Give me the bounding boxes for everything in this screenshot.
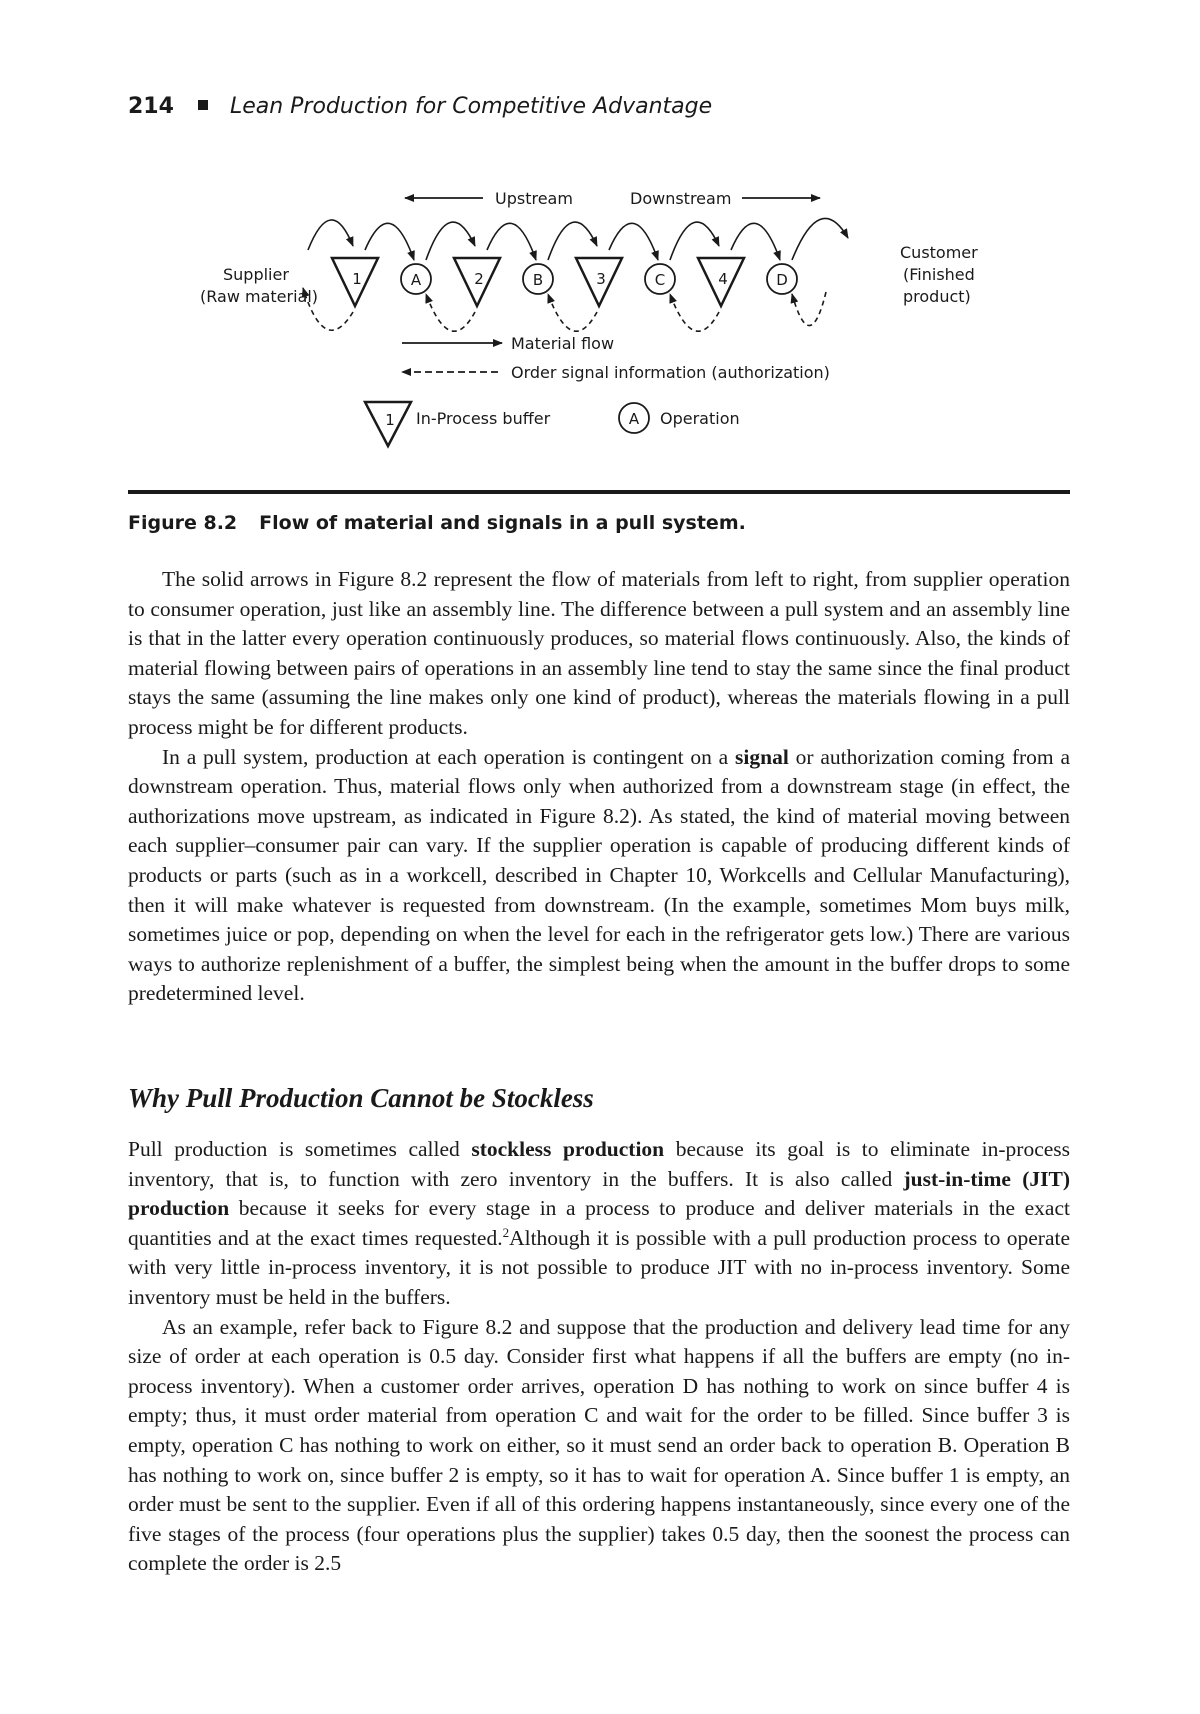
operation-b [523,264,553,294]
order-signal-arcs [303,288,826,331]
term-stockless-production: stockless production [471,1137,665,1161]
paragraph-3-text-c: because it seeks for every stage in a process to produce and deliver materials in the exact quantities and at the exact times requested. [128,1196,1070,1250]
book-title: Lean Production for Competitive Advantage [229,94,713,119]
paragraph-2 [128,743,1070,1009]
operation-d-label: D [776,271,788,289]
buffer-4-label: 4 [718,270,728,288]
legend-operation-symbol [619,403,649,433]
figure-caption-label: Figure 8.2 [128,512,238,534]
supplier-sublabel: (Raw material) [200,287,319,306]
buffer-3-label: 3 [596,270,606,288]
customer-sublabel-2: product) [903,287,971,306]
legend-operation-symbol-label: A [628,410,640,428]
buffer-3 [576,258,622,306]
paragraph-2-text-b: or authorization coming from a downstream operation. Thus, material flows only when authorized from a downstream stage (in effect, the authorizations move upstream, as indicated in Figure 8.2). As stated, the kind of material moving between each supplier–consumer pair can vary. If the supplier operation is capable of producing different kinds of products or parts (such as in a workcell, described in Chapter 10, Workcells and Cellular Manufacturing), then it will make whatever is requested from downstream. (In the example, sometimes Mom buys milk, sometimes juice or pop, depending on when the level for each in the refrigerator gets low.) There are various ways to authorize replenishment of a buffer, the simplest being when the amount in the buffer drops to some predetermined level. [128,744,1070,1006]
legend-operation-label: Operation [660,409,740,428]
operation-c-label: C [654,271,666,289]
paragraph-1: The solid arrows in Figure 8.2 represent the flow of materials from left to right, from supplier operation to consumer operation, just like an assembly line. The difference between a pull system and an assembly line is that in the latter every operation continuously produces, so material flows continuously. Also, the kinds of material flowing between pairs of operations in an assembly line tend to stay the same since the final product stays the same (assuming the line makes only one kind of product), whereas the materials flowing in a pull process might be for different products. [128,567,1070,739]
downstream-label: Downstream [630,189,732,208]
paragraph-3-text-d: Although it is possible with a pull production process to operate with very little in-process inventory, it is not possible to produce JIT with no in-process inventory. Some inventory must be held in the buffers. [128,1225,1070,1309]
paragraph-3 [128,1135,1070,1313]
page-number: 214 [128,94,174,119]
body-section-1 [128,565,1070,1009]
paragraph-4: As an example, refer back to Figure 8.2 and suppose that the production and delivery lead time for any size of order at each operation is 0.5 day. Consider first what happens if all the buffers are empty (no in-process inventory). When a customer order arrives, operation D has nothing to work on since buffer 4 is empty; thus, it must order material from operation C and wait for the order to be filled. Since buffer 3 is empty, operation C has nothing to work on either, so it must send an order back to operation B. Operation B has nothing to work on, since buffer 2 is empty, so it has to wait for operation A. Since buffer 1 is empty, an order must be sent to the supplier. Even if all of this ordering happens instantaneously, since every one of the five stages of the process (four operations plus the supplier) takes 0.5 day, then the soonest the process can complete the order is 2.5 [128,1314,1070,1576]
running-header [128,92,712,122]
buffer-4 [698,258,744,306]
buffer-2-label: 2 [474,270,484,288]
figure-caption-text: Flow of material and signals in a pull system. [259,512,746,534]
legend-buffer-symbol-label: 1 [385,411,395,429]
operation-b-label: B [532,271,544,289]
figure-rule [128,490,1070,494]
customer-label: Customer [900,243,978,262]
term-signal: signal [735,744,789,769]
buffer-1-label: 1 [352,270,362,288]
term-jit-production: just-in-time (JIT) production [128,1166,1070,1221]
legend-buffer-label: In-Process buffer [416,409,551,428]
operation-c [645,264,675,294]
customer-sublabel-1: (Finished [903,265,975,284]
body-section-2 [128,1135,1070,1579]
legend-signal-label: Order signal information (authorization) [511,363,830,382]
operation-a-label: A [410,271,422,289]
buffer-2 [454,258,500,306]
legend-material-label: Material flow [511,334,615,353]
pull-system-figure [120,180,1080,490]
section-heading: Why Pull Production Cannot be Stockless [128,1083,594,1113]
buffer-1 [332,258,378,306]
material-flow-arcs [308,218,848,260]
operation-d [767,264,797,294]
bullet-square [198,100,208,110]
paragraph-3-text-b: because its goal is to eliminate in-process inventory, that is, to function with zero inventory in the buffers. It is also called [128,1137,1071,1191]
paragraph-3-text-a: Pull production is sometimes called [128,1137,472,1161]
paragraph-2-text-a: In a pull system, production at each operation is contingent on a [162,744,736,769]
supplier-label: Supplier [223,265,289,284]
legend-buffer-symbol [365,402,411,446]
upstream-label: Upstream [495,189,573,208]
figure-caption [128,512,746,534]
operation-a [401,264,431,294]
footnote-marker[interactable]: 2 [502,1224,510,1240]
